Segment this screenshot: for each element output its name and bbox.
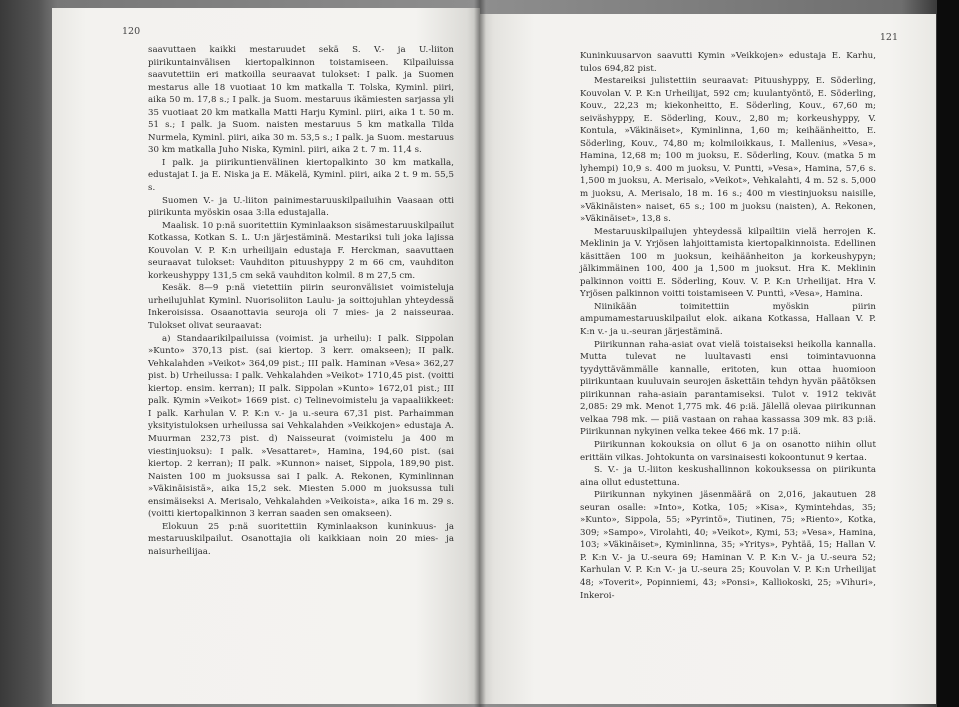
scan-edge — [937, 0, 959, 707]
paragraph: Mestareiksi julistettiin seuraavat: Pituushyppy, E. Söderling, Kouvolan V. P. K:n Urheilijat, 592 cm; kuulantyöntö, E. Söderling, Kouv., 22,23 m; kiekonheitto, E. Söderling, Kouv., 67,60 m; seiväshyppy, E. Söderling, Kouv., 2,80 m; korkeushyppy, V. Kontula, »Väkinäiset», Kyminlinna, 1,60 m; keihäänheitto, E. Söderling, Kouv., 74,80 m; kolmiloikkaus, I. Mallenius, »Vesa», Hamina, 12,68 m; 100 m juoksu, E. Söderling, Kouv. (matka 5 m lyhempi) 10,9 s. 400 m juoksu, V. Puntti, »Vesa», Hamina, 57,6 s. 1,500 m juoksu, A. Merisalo, »Veikot», Vehkalahti, 4 m. 52 s. 5,000 m juoksu, A. Merisalo, 18 m. 16 s.; 400 m viestinjuoksu naisille, »Väkinäisten» naiset, 65 s.; 100 m juoksu (naisten), A. Rekonen, »Väkinäiset», 13,8 s. — [580, 76, 876, 225]
paragraph: a) Standaarikilpailuissa (voimist. ja urheilu): I palk. Sippolan »Kunto» 370,13 pist. (sai kiertop. 3 kerr. omakseen); II palk. Vehkalahden »Veikot» 364,09 pist.; III palk. Haminan »Vesa» 362,27 pist. b) Urheilussa: I palk. Vehkalahden »Veikot» 1710,45 pist. (voitti kiertop. ensim. kerran); II palk. Sippolan »Kunto» 1672,01 pist.; III palk. Kymin »Veikot» 1669 pist. c) Telinevoimistelu ja vapaaliikkeet: I palk. Karhulan V. P. K:n v.- ja u.-seura 67,31 pist. Parhaimman yksityistuloksen urheilussa sai Vehkalahden »Veikkojen» edustaja A. Muurman 232,73 pist. d) Naisseurat (voimistelu ja 400 m viestinjuoksu): I palk. »Vesattaret», Hamina, 194,60 pist. (sai kiertop. 2 kerran); II palk. »Kunnon» naiset, Sippola, 189,90 pist. Naisten 100 m juoksussa sai I palk. A. Rekonen, Kyminlinnan »Väkinäisistä», aika 15,2 sek. Miesten 5.000 m juoksussa tuli ensimäiseksi A. Merisalo, Vehkalahden »Veikoista», aika 16 m. 29 s. (voitti kiertopalkinnon 3 kerran saaden sen omakseen). — [148, 333, 454, 520]
right-page — [480, 14, 936, 704]
paragraph: Mestaruuskilpailujen yhteydessä kilpailtiin vielä herrojen K. Meklinin ja V. Yrjösen lahjoittamista kiertopalkinnoista. Edellinen käsittäen 100 m juoksun, keihäänheiton ja korkeushypyn; jälkimmäinen 100, 400 ja 1,500 m juoksut. Hra K. Meklinin palkinnon voitti E. Söderling, Kouv. V. P. K:n Urheilijat. Hra V. Yrjösen palkinnon voitti toistamiseen V. Punttì, »Vesa», Hamina. — [580, 226, 876, 300]
paragraph: I palk. ja piirikuntienvälinen kiertopalkinto 30 km matkalla, edustajat I. ja E. Niska ja E. Mäkelä, Kyminl. piiri, aika 2 t. 9 m. 55,5 s. — [148, 157, 454, 194]
paragraph: Maalisk. 10 p:nä suoritettiin Kyminlaakson sisämestaruuskilpailut Kotkassa, Kotkan S. L. U:n järjestäminä. Mestariksi tuli joka lajissa Kouvolan V. P. K:n urheilijain edustaja F. Herckman, saavuttaen seuraavat tulokset: Vauhditon pituushyppy 2 m 66 cm, vauhditon korkeushyppy 131,5 cm sekä vauhditon kolmil. 8 m 27,5 cm. — [148, 220, 454, 281]
page-number: 120 — [122, 26, 141, 37]
left-page-text — [148, 44, 454, 558]
paragraph: Kesäk. 8—9 p:nä vietettiin piirin seuronvälisiet voimisteluja urheilujuhlat Kyminl. Nuorisoliiton Laulu- ja soittojuhlan yhteydessä Inkeroisissa. Osaanottavia seuroja oli 7 mies- ja 2 naisseuraa. Tulokset olivat seuraavat: — [148, 283, 454, 332]
paragraph: Suomen V.- ja U.-liiton painimestaruuskilpailuihin Vaasaan otti piirikunta myöskin osaa 3:lla edustajalla. — [148, 195, 454, 219]
paragraph: Piirikunnan kokouksia on ollut 6 ja on osanotto niihin ollut erittäin vilkas. Johtokunta on varsinaisesti kokoontunut 9 kertaa. — [580, 439, 876, 463]
left-page — [52, 8, 480, 704]
paragraph: Kuninkuusarvon saavutti Kymin »Veikkojen» edustaja E. Karhu, tulos 694,82 pist. — [580, 51, 876, 74]
paragraph: Niinikään toimitettiin myöskin piirin ampumamestaruuskilpailut elok. aikana Kotkassa, Hallaan V. P. K:n v.- ja u.-seuran järjestäminä. — [580, 301, 876, 338]
paragraph: Piirikunnan raha-asiat ovat vielä toistaiseksi heikolla kannalla. Mutta tulevat ne luultavasti ensi toimintavuonna tyydyttävämmälle kannalle, eritoten, kun ottaa huomioon piirikuntaan kuuluvain seurojen äskettäin tehdyn hyvän päätöksen piirikunnan raha-asiain parantamiseksi. Tulot v. 1912 tekivät 2,085: 29 mk. Menot 1,775 mk. 46 p:iä. Jälellä olevaa piirikunnan velkaa 798 mk. — piiä vastaan on rahaa kassassa 309 mk. 83 p:iä. Piirikunnan nykyinen velka tekee 466 mk. 17 p:iä. — [580, 339, 876, 438]
paragraph: S. V.- ja U.-liiton keskushallinnon kokouksessa on piirikunta aina ollut edustettuna. — [580, 465, 876, 488]
paragraph: Piirikunnan nykyinen jäsenmäärä on 2,016, jakautuen 28 seuran osalle: »Into», Kotka, 105; »Kisa», Kymintehdas, 35; »Kunto», Sippola, 55; »Pyrintö», Tiutinen, 75; »Riento», Kotka, 309; »Sampo», Virolahti, 40; »Veikot», Kymi, 53; »Vesa», Hamina, 103; »Väkinäiset», Kyminlinna, 35; »Yritys», Pyhtää, 15; Hallan V. P. K:n V.- ja U.-seura 69; Haminan V. P. K:n V.- ja U.-seura 52; Karhulan V. P. K:n V.- ja U.-seura 25; Kouvolan V. P. K:n Urheilijat 48; »Toverit», Popinniemi, 43; »Ponsi», Kalliokoski, 25; »Vihuri», Inkeroi- — [580, 490, 876, 601]
paragraph: saavuttaen kaikki mestaruudet sekä S. V.- ja U.-liiton piirikuntainvälisen kiertopalkinnon toistamiseen. Kilpailuissa saavutettiin eri matkoilla seuraavat tulokset: I palk. ja Suomen mestarus alle 18 vuotiaat 10 km matkalla T. Tolska, Kyminl. piiri, aika 50 m. 17,8 s.; I palk. ja Suom. mestaruus ikämiesten sarjassa yli 35 vuotiaat 20 km matkalla Matti Harju Kyminl. piiri, aika 1 t. 50 m. 51 s.; I palk. ja Suom. naisten mestaruus 5 km matkalla Tilda Nurmela, Kyminl. piiri, aika 30 m. 53,5 s.; I palk. ja Suom. mestaruus 30 km matkalla Juho Niska, Kyminl. piiri, aika 2 t. 7 m. 11,4 s. — [148, 45, 454, 156]
right-page-text — [580, 50, 876, 602]
page-number: 121 — [879, 32, 898, 43]
paragraph: Elokuun 25 p:nä suoritettiin Kyminlaakson kuninkuus- ja mestaruuskilpailut. Osanottajia oli kaikkiaan noin 20 mies- ja naisurheilijaa. — [148, 521, 454, 557]
